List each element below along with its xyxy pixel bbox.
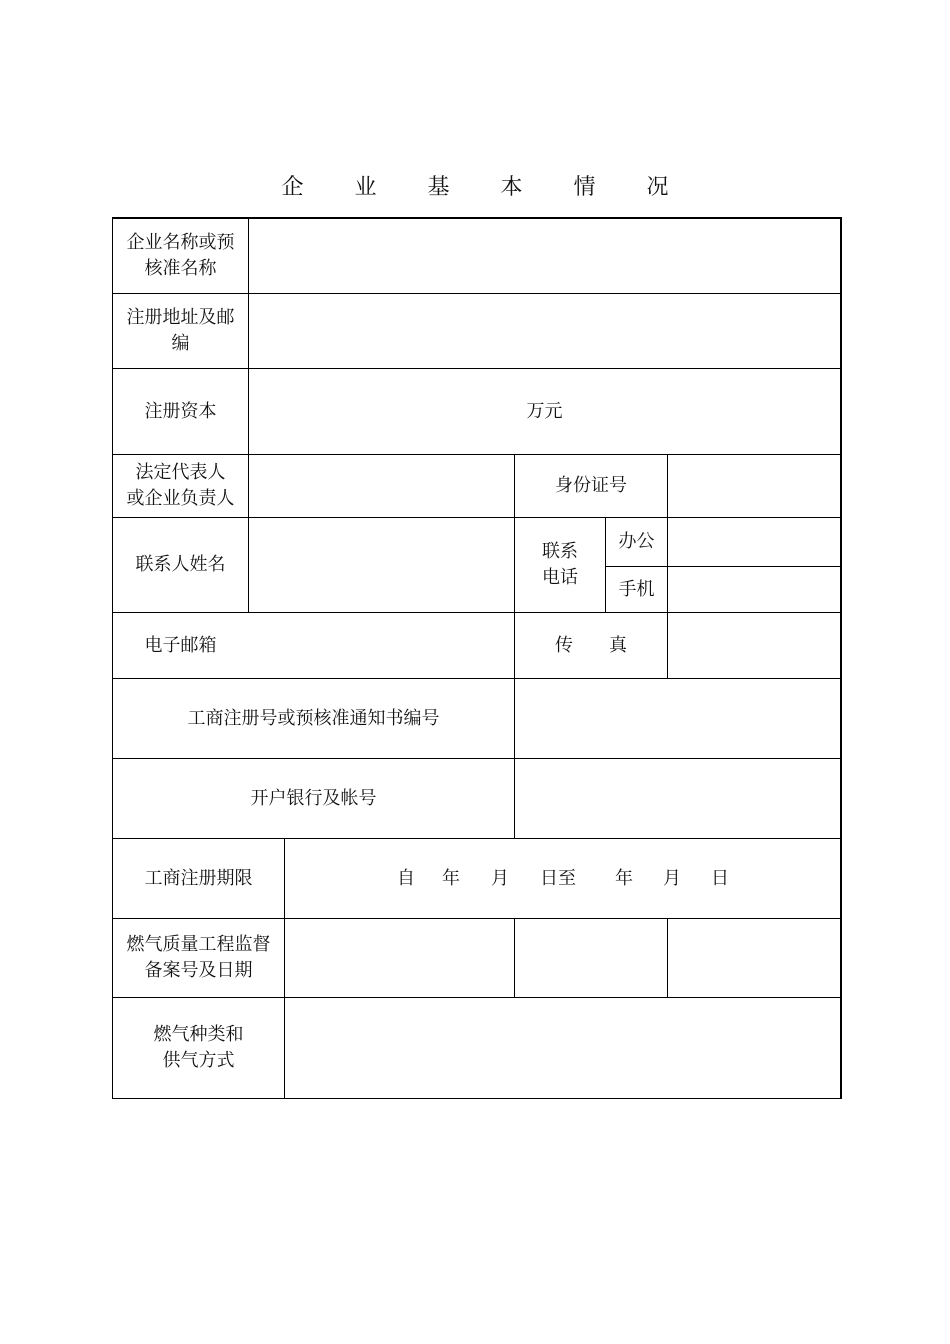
legal-rep-field[interactable] [249,455,514,517]
gas-type-field[interactable] [285,998,840,1098]
contact-name-label: 联系人姓名 [135,554,226,575]
capital-label: 注册资本 [144,400,217,422]
period-month2-label: 月 [663,867,681,889]
office-phone-field[interactable] [668,518,840,566]
period-month-label: 月 [491,867,509,889]
gas-quality-field-1[interactable] [285,919,514,997]
capital-field[interactable] [249,369,840,454]
reg-period-field[interactable] [285,839,840,918]
legal-rep-label: 法定代表人 或企业负责人 [126,462,235,509]
border-bottom [112,1098,842,1099]
email-field[interactable] [249,613,514,678]
address-label: 注册地址及邮 编 [126,307,235,354]
period-day2-label: 日 [711,867,729,889]
period-year-label: 年 [442,867,460,889]
address-field[interactable] [249,294,840,368]
id-number-field[interactable] [668,455,840,517]
gas-quality-label: 燃气质量工程监督 备案号及日期 [126,934,271,981]
bank-account-label: 开户银行及帐号 [250,787,377,809]
contact-name-field[interactable] [249,518,514,612]
fax-field[interactable] [668,613,840,678]
reg-number-label: 工商注册号或预核准通知书编号 [187,707,440,729]
bank-account-field[interactable] [515,759,840,838]
fax-label: 传 真 [555,634,627,656]
gas-quality-field-2[interactable] [515,919,667,997]
gas-quality-field-3[interactable] [668,919,840,997]
period-from-label: 自 [397,867,415,889]
mobile-phone-label: 手机 [618,578,655,600]
page-title: 企 业 基 本 情 况 [281,175,691,200]
reg-number-field[interactable] [515,679,840,758]
period-year2-label: 年 [615,867,633,889]
email-label: 电子邮箱 [144,634,217,656]
mobile-phone-field[interactable] [668,567,840,612]
capital-unit: 万元 [526,400,563,422]
office-phone-label: 办公 [618,531,655,552]
company-name-field[interactable] [249,219,840,293]
id-number-label: 身份证号 [555,475,627,496]
phone-label: 联系 电话 [542,541,578,588]
border-right [840,217,842,1099]
reg-period-label: 工商注册期限 [144,867,253,889]
period-day-to-label: 日至 [540,867,576,889]
gas-type-label: 燃气种类和 供气方式 [153,1024,244,1071]
company-name-label: 企业名称或预 核准名称 [126,232,235,279]
